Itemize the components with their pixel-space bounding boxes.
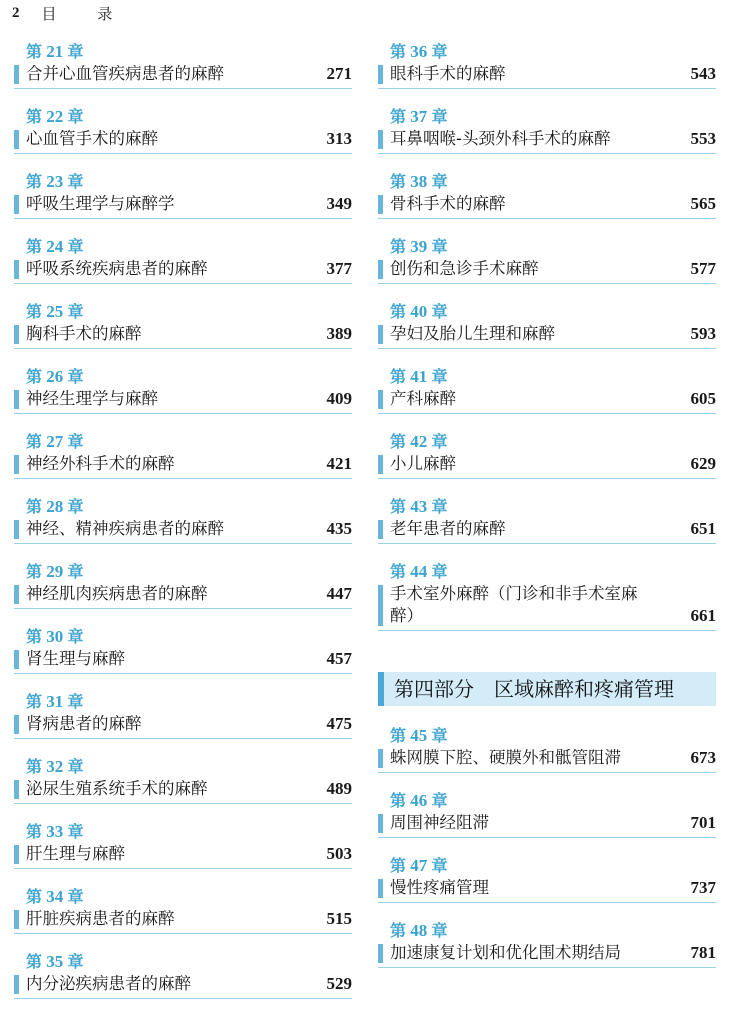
chapter-marker-bar [14,780,19,799]
chapter-page-number: 377 [326,259,352,278]
chapter-number: 32 [42,757,68,776]
chapter-rule [14,413,352,414]
chapter-number: 41 [406,367,432,386]
chapter-title-row[interactable] [14,518,352,540]
chapter-number-label [390,789,448,812]
chapter-number-label [26,235,84,258]
chapter-rule [378,88,716,89]
chapter-marker-bar [14,910,19,929]
chapter-title-row[interactable] [14,778,352,800]
chapter-title-row[interactable] [14,388,352,410]
chapter-marker-bar [14,455,19,474]
chapter-suffix: 章 [431,172,448,191]
chapter-suffix: 章 [431,497,448,516]
chapter-title-row[interactable] [378,258,716,280]
chapter-suffix: 章 [67,107,84,126]
chapter-rule [378,772,716,773]
chapter-title-row[interactable] [378,63,716,85]
chapter-page-number: 673 [690,748,716,767]
chapter-marker-bar [378,814,383,833]
chapter-prefix: 第 [26,692,43,711]
chapter-number: 25 [42,302,68,321]
chapter-title: 骨科手术的麻醉 [390,194,506,213]
toc-entry-chapter-48[interactable] [378,919,716,984]
chapter-marker-bar [378,325,383,344]
chapter-rule [14,673,352,674]
chapter-marker-bar [14,520,19,539]
chapter-marker-bar [378,585,383,626]
chapter-number: 27 [42,432,68,451]
chapter-number: 31 [42,692,68,711]
toc-part-four-chapters [378,724,716,984]
toc-entry-chapter-23[interactable] [14,170,352,235]
chapter-prefix: 第 [390,42,407,61]
chapter-title-row[interactable] [14,63,352,85]
chapter-prefix: 第 [390,791,407,810]
chapter-title: 肝生理与麻醉 [26,844,125,863]
chapter-title: 肾病患者的麻醉 [26,714,142,733]
chapter-page-number: 447 [326,584,352,603]
chapter-marker-bar [378,130,383,149]
header-title: 目 录 [41,4,131,23]
toc-entry-chapter-30[interactable] [14,625,352,690]
chapter-number: 30 [42,627,68,646]
chapter-rule [378,543,716,544]
chapter-title: 心血管手术的麻醉 [26,129,158,148]
chapter-prefix: 第 [390,107,407,126]
toc-entry-chapter-40[interactable] [378,300,716,365]
chapter-number-label [390,40,448,63]
chapter-title: 产科麻醉 [390,389,456,408]
chapter-suffix: 章 [431,107,448,126]
chapter-prefix: 第 [26,107,43,126]
chapter-page-number: 553 [690,129,716,148]
chapter-page-number: 409 [326,389,352,408]
chapter-suffix: 章 [67,237,84,256]
chapter-number-label [390,300,448,323]
chapter-page-number: 457 [326,649,352,668]
toc-entry-chapter-29[interactable] [14,560,352,625]
chapter-marker-bar [14,975,19,994]
chapter-marker-bar [14,650,19,669]
chapter-marker-bar [378,944,383,963]
chapter-marker-bar [378,520,383,539]
chapter-title: 耳鼻咽喉-头颈外科手术的麻醉 [390,129,611,148]
chapter-number-label [26,690,84,713]
chapter-rule [14,933,352,934]
chapter-marker-bar [14,260,19,279]
chapter-number-label [26,300,84,323]
toc-entry-chapter-33[interactable] [14,820,352,885]
chapter-number-label [390,365,448,388]
chapter-prefix: 第 [390,562,407,581]
toc-entry-chapter-42[interactable] [378,430,716,495]
chapter-title: 内分泌疾病患者的麻醉 [26,974,191,993]
chapter-marker-bar [14,65,19,84]
chapter-page-number: 529 [326,974,352,993]
chapter-page-number: 389 [326,324,352,343]
chapter-suffix: 章 [67,627,84,646]
chapter-suffix: 章 [67,302,84,321]
chapter-title: 神经外科手术的麻醉 [26,454,175,473]
chapter-page-number: 605 [690,389,716,408]
chapter-page-number: 737 [690,878,716,897]
chapter-rule [14,153,352,154]
chapter-number: 26 [42,367,68,386]
chapter-number-label [390,430,448,453]
chapter-suffix: 章 [431,237,448,256]
chapter-number-label [390,105,448,128]
chapter-title: 胸科手术的麻醉 [26,324,142,343]
toc-entry-chapter-44[interactable] [378,560,716,648]
chapter-marker-bar [14,585,19,604]
chapter-title: 神经生理学与麻醉 [26,389,158,408]
chapter-number: 47 [406,856,432,875]
chapter-title-row[interactable] [378,453,716,475]
chapter-page-number: 629 [690,454,716,473]
chapter-suffix: 章 [67,367,84,386]
chapter-title-row[interactable] [14,908,352,930]
chapter-prefix: 第 [26,497,43,516]
chapter-title-row[interactable] [378,323,716,345]
chapter-number-label [26,430,84,453]
chapter-number: 36 [406,42,432,61]
chapter-title-row[interactable] [378,812,716,834]
chapter-rule [378,902,716,903]
chapter-number: 40 [406,302,432,321]
chapter-prefix: 第 [26,367,43,386]
chapter-number-label [26,105,84,128]
chapter-page-number: 701 [690,813,716,832]
chapter-number-label [390,919,448,942]
chapter-page-number: 503 [326,844,352,863]
chapter-number-label [26,625,84,648]
chapter-number-label [26,755,84,778]
chapter-number: 43 [406,497,432,516]
chapter-marker-bar [14,715,19,734]
chapter-page-number: 661 [690,606,716,625]
chapter-page-number: 515 [326,909,352,928]
chapter-number: 39 [406,237,432,256]
chapter-prefix: 第 [390,497,407,516]
chapter-title-row[interactable] [14,453,352,475]
toc-entry-chapter-35[interactable] [14,950,352,1015]
chapter-rule [378,218,716,219]
chapter-number: 37 [406,107,432,126]
chapter-number: 28 [42,497,68,516]
chapter-page-number: 565 [690,194,716,213]
toc-entry-chapter-27[interactable] [14,430,352,495]
chapter-title-row[interactable] [14,258,352,280]
chapter-title-row[interactable] [378,877,716,899]
page-header [12,2,130,24]
chapter-title-row[interactable] [14,583,352,605]
chapter-suffix: 章 [431,726,448,745]
chapter-prefix: 第 [390,921,407,940]
chapter-rule [378,413,716,414]
chapter-number: 21 [42,42,68,61]
part-four-heading [378,672,716,706]
toc-right-chapters [378,40,716,648]
toc-entry-chapter-21[interactable] [14,40,352,105]
toc-entry-chapter-43[interactable] [378,495,716,560]
chapter-prefix: 第 [390,237,407,256]
chapter-number-label [26,885,84,908]
chapter-number-label [390,495,448,518]
chapter-prefix: 第 [26,42,43,61]
chapter-suffix: 章 [431,302,448,321]
chapter-rule [378,478,716,479]
chapter-prefix: 第 [26,302,43,321]
chapter-title: 泌尿生殖系统手术的麻醉 [26,779,208,798]
chapter-suffix: 章 [431,562,448,581]
chapter-title-row[interactable] [14,323,352,345]
chapter-marker-bar [14,195,19,214]
chapter-rule [378,153,716,154]
toc-entry-chapter-32[interactable] [14,755,352,820]
chapter-number-label [390,560,448,583]
chapter-number: 22 [42,107,68,126]
chapter-page-number: 271 [326,64,352,83]
chapter-title: 眼科手术的麻醉 [390,64,506,83]
chapter-title-row[interactable] [14,973,352,995]
chapter-prefix: 第 [26,952,43,971]
toc-entry-chapter-46[interactable] [378,789,716,854]
chapter-page-number: 577 [690,259,716,278]
chapter-prefix: 第 [26,562,43,581]
chapter-marker-bar [378,455,383,474]
chapter-marker-bar [378,260,383,279]
chapter-marker-bar [14,845,19,864]
chapter-number: 44 [406,562,432,581]
chapter-title: 呼吸生理学与麻醉学 [26,194,175,213]
toc-entry-chapter-37[interactable] [378,105,716,170]
chapter-title: 老年患者的麻醉 [390,519,506,538]
toc-left-column [14,40,352,1015]
chapter-rule [14,218,352,219]
toc-entry-chapter-36[interactable] [378,40,716,105]
chapter-page-number: 435 [326,519,352,538]
chapter-marker-bar [14,130,19,149]
chapter-marker-bar [378,879,383,898]
chapter-number-label [26,365,84,388]
chapter-rule [14,738,352,739]
chapter-number-label [26,495,84,518]
chapter-rule [14,868,352,869]
chapter-rule [14,608,352,609]
chapter-number: 45 [406,726,432,745]
toc-entry-chapter-26[interactable] [14,365,352,430]
chapter-title: 神经肌肉疾病患者的麻醉 [26,584,208,603]
chapter-suffix: 章 [431,856,448,875]
chapter-suffix: 章 [431,921,448,940]
chapter-number-label [390,170,448,193]
chapter-rule [14,283,352,284]
chapter-rule [14,543,352,544]
chapter-title: 肾生理与麻醉 [26,649,125,668]
chapter-rule [14,88,352,89]
chapter-rule [14,478,352,479]
chapter-prefix: 第 [390,432,407,451]
chapter-suffix: 章 [431,42,448,61]
chapter-prefix: 第 [390,856,407,875]
chapter-marker-bar [14,390,19,409]
chapter-title-row[interactable] [378,193,716,215]
toc-entry-chapter-34[interactable] [14,885,352,950]
chapter-prefix: 第 [26,237,43,256]
chapter-number-label [26,170,84,193]
chapter-marker-bar [378,195,383,214]
chapter-number-label [390,724,448,747]
page-number: 2 [12,4,20,21]
chapter-number-label [26,40,84,63]
chapter-rule [378,630,716,631]
chapter-page-number: 421 [326,454,352,473]
toc-entry-chapter-28[interactable] [14,495,352,560]
toc-entry-chapter-41[interactable] [378,365,716,430]
chapter-prefix: 第 [390,302,407,321]
chapter-page-number: 475 [326,714,352,733]
chapter-rule [378,283,716,284]
toc-right-column [378,40,716,984]
toc-entry-chapter-39[interactable] [378,235,716,300]
chapter-prefix: 第 [26,432,43,451]
chapter-page-number: 489 [326,779,352,798]
chapter-title: 神经、精神疾病患者的麻醉 [26,519,224,538]
chapter-title-row[interactable] [378,128,716,150]
chapter-rule [378,348,716,349]
chapter-title-row[interactable] [378,518,716,540]
chapter-prefix: 第 [390,172,407,191]
chapter-rule [14,803,352,804]
chapter-suffix: 章 [67,172,84,191]
chapter-title-row[interactable] [14,193,352,215]
chapter-suffix: 章 [67,757,84,776]
chapter-suffix: 章 [67,887,84,906]
chapter-title: 肝脏疾病患者的麻醉 [26,909,175,928]
chapter-suffix: 章 [67,42,84,61]
chapter-marker-bar [378,65,383,84]
chapter-title: 加速康复计划和优化围术期结局 [390,943,621,962]
chapter-rule [14,348,352,349]
chapter-suffix: 章 [431,432,448,451]
chapter-title-row[interactable] [14,648,352,670]
chapter-suffix: 章 [67,822,84,841]
chapter-marker-bar [378,390,383,409]
chapter-page-number: 781 [690,943,716,962]
chapter-prefix: 第 [26,172,43,191]
chapter-title-row[interactable] [378,747,716,769]
chapter-marker-bar [14,325,19,344]
chapter-number: 23 [42,172,68,191]
chapter-suffix: 章 [67,692,84,711]
chapter-rule [378,837,716,838]
chapter-title-row[interactable] [14,128,352,150]
chapter-number: 35 [42,952,68,971]
chapter-title-row[interactable] [14,843,352,865]
toc-entry-chapter-25[interactable] [14,300,352,365]
chapter-number: 42 [406,432,432,451]
chapter-number-label [26,950,84,973]
toc-entry-chapter-22[interactable] [14,105,352,170]
toc-entry-chapter-45[interactable] [378,724,716,789]
chapter-page-number: 349 [326,194,352,213]
chapter-page-number: 543 [690,64,716,83]
chapter-title: 合并心血管疾病患者的麻醉 [26,64,224,83]
chapter-number: 34 [42,887,68,906]
chapter-number: 29 [42,562,68,581]
chapter-suffix: 章 [67,562,84,581]
chapter-title: 手术室外麻醉（门诊和非手术室麻醉） [390,584,638,625]
chapter-number: 33 [42,822,68,841]
chapter-prefix: 第 [26,822,43,841]
chapter-prefix: 第 [390,367,407,386]
chapter-page-number: 313 [326,129,352,148]
chapter-title: 蛛网膜下腔、硬膜外和骶管阻滞 [390,748,621,767]
toc-entry-chapter-24[interactable] [14,235,352,300]
chapter-prefix: 第 [26,757,43,776]
chapter-number: 48 [406,921,432,940]
chapter-rule [378,967,716,968]
chapter-prefix: 第 [26,887,43,906]
chapter-page-number: 593 [690,324,716,343]
toc-entry-chapter-31[interactable] [14,690,352,755]
chapter-number-label [390,854,448,877]
chapter-number: 24 [42,237,68,256]
part-four-title: 第四部分 区域麻醉和疼痛管理 [394,677,674,701]
chapter-suffix: 章 [67,497,84,516]
chapter-number-label [390,235,448,258]
chapter-title: 孕妇及胎儿生理和麻醉 [390,324,555,343]
chapter-page-number: 651 [690,519,716,538]
chapter-number-label [26,820,84,843]
chapter-suffix: 章 [67,432,84,451]
chapter-marker-bar [378,749,383,768]
chapter-suffix: 章 [431,791,448,810]
chapter-title: 呼吸系统疾病患者的麻醉 [26,259,208,278]
chapter-prefix: 第 [26,627,43,646]
chapter-title: 创伤和急诊手术麻醉 [390,259,539,278]
chapter-number: 38 [406,172,432,191]
chapter-title: 小儿麻醉 [390,454,456,473]
chapter-number-label [26,560,84,583]
chapter-suffix: 章 [431,367,448,386]
chapter-rule [14,998,352,999]
chapter-title: 周围神经阻滞 [390,813,489,832]
toc-entry-chapter-47[interactable] [378,854,716,919]
chapter-title-row[interactable] [378,388,716,410]
chapter-title-row[interactable] [14,713,352,735]
part-heading-marker [378,672,384,706]
chapter-suffix: 章 [67,952,84,971]
toc-entry-chapter-38[interactable] [378,170,716,235]
chapter-title-row[interactable] [378,942,716,964]
chapter-number: 46 [406,791,432,810]
chapter-prefix: 第 [390,726,407,745]
chapter-title-row[interactable] [378,583,716,627]
chapter-title: 慢性疼痛管理 [390,878,489,897]
